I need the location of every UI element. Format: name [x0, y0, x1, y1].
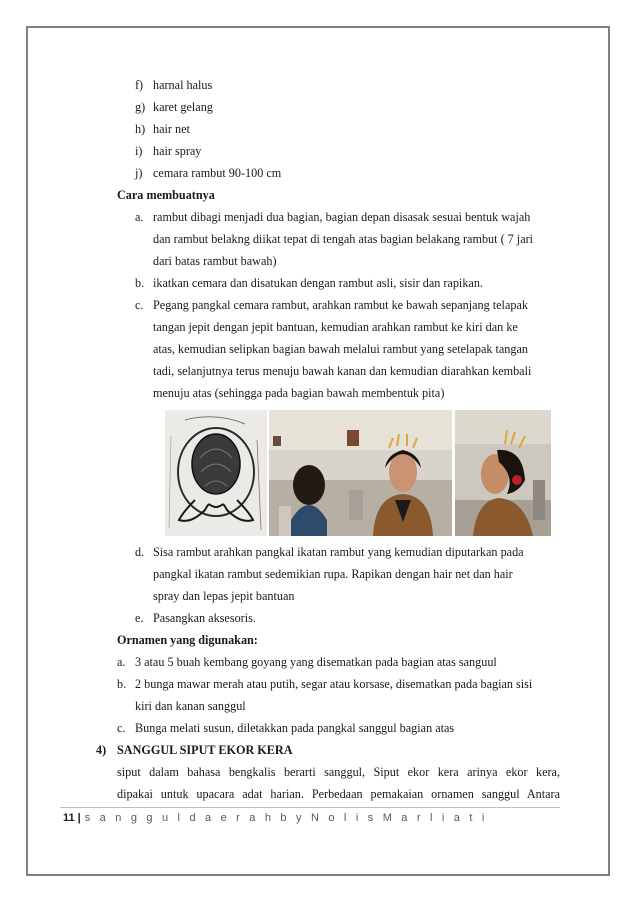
list-item	[135, 100, 213, 115]
bun-sketch-image	[165, 410, 267, 536]
ornament-marker: b.	[117, 677, 127, 691]
step-marker: d.	[135, 545, 145, 559]
step-marker: c.	[135, 298, 144, 312]
step-text: tadi, selanjutnya terus menuju bawah kanan dan kemudian diarahkan kembali	[153, 364, 532, 378]
ornament-text: kiri dan kanan sanggul	[135, 699, 246, 713]
footer-separator: |	[77, 812, 81, 824]
step-marker: b.	[135, 276, 145, 290]
step-text: Sisa rambut arahkan pangkal ikatan rambut yang kemudian diputarkan pada	[153, 545, 524, 559]
bride-side-image	[455, 410, 551, 536]
list-text: cemara rambut 90-100 cm	[153, 166, 282, 180]
step-marker: e.	[135, 611, 144, 625]
footer-title: s a n g g u l d a e r a h b y N o l i s M a r l i a t i	[84, 812, 488, 824]
list-item	[135, 122, 190, 137]
list-marker: f)	[135, 78, 144, 92]
step-text: tangan jepit dengan jepit bantuan, kemudian arahkan rambut ke kiri dan ke	[153, 320, 518, 334]
section-paragraph-line: dipakai untuk upacara adat harian. Perbedaan pemakaian ornamen sanggul Antara	[117, 787, 560, 801]
footer-divider	[60, 807, 560, 808]
list-item	[135, 166, 281, 181]
ornament-text: 3 atau 5 buah kembang goyang yang disematkan pada bagian atas sanguul	[135, 655, 497, 669]
step-text: dan rambut belakng diikat tepat di tengah atas bagian belakang rambut ( 7 jari	[153, 232, 534, 246]
ornament-text: Bunga melati susun, diletakkan pada pangkal sanggul bagian atas	[135, 721, 455, 735]
list-text: karet gelang	[153, 100, 213, 114]
page-number: 11	[63, 812, 75, 824]
ornament-text: 2 bunga mawar merah atau putih, segar atau korsase, disematkan pada bagian sisi	[135, 677, 533, 691]
list-text: harnal halus	[153, 78, 213, 92]
ornament-marker: a.	[117, 655, 126, 669]
step-text: menuju atas (sehingga pada bagian bawah membentuk pita)	[153, 386, 445, 400]
section-number: 4)	[96, 743, 107, 757]
list-text: hair spray	[153, 144, 202, 158]
list-item	[135, 144, 201, 159]
step-text: dari batas rambut bawah)	[153, 254, 277, 268]
list-text: hair net	[153, 122, 190, 136]
step-text: ikatkan cemara dan disatukan dengan rambut asli, sisir dan rapikan.	[153, 276, 483, 290]
ornament-marker: c.	[117, 721, 126, 735]
step-marker: a.	[135, 210, 144, 224]
hairstyle-photos	[165, 410, 551, 536]
list-marker: i)	[135, 144, 143, 158]
step-text: spray dan lepas jepit bantuan	[153, 589, 295, 603]
step-text: Pasangkan aksesoris.	[153, 611, 256, 625]
list-marker: j)	[135, 166, 143, 180]
section-title: SANGGUL SIPUT EKOR KERA	[117, 743, 293, 757]
step-text: atas, kemudian selipkan bagian bawah melalui rambut yang setelapak tangan	[153, 342, 528, 356]
bride-portrait-image	[269, 410, 452, 536]
page-footer	[63, 812, 488, 824]
list-item	[135, 78, 212, 93]
step-text: pangkal ikatan rambut sedemikian rupa. Rapikan dengan hair net dan hair	[153, 567, 513, 581]
ornament-heading: Ornamen yang digunakan:	[117, 633, 258, 647]
step-text: rambut dibagi menjadi dua bagian, bagian depan disasak sesuai bentuk wajah	[153, 210, 531, 224]
method-heading: Cara membuatnya	[117, 188, 215, 202]
list-marker: h)	[135, 122, 146, 136]
section-paragraph-line: siput dalam bahasa bengkalis berarti sanggul, Siput ekor kera arinya ekor kera,	[117, 765, 560, 779]
list-marker: g)	[135, 100, 146, 114]
step-text: Pegang pangkal cemara rambut, arahkan rambut ke bawah sepanjang telapak	[153, 298, 528, 312]
